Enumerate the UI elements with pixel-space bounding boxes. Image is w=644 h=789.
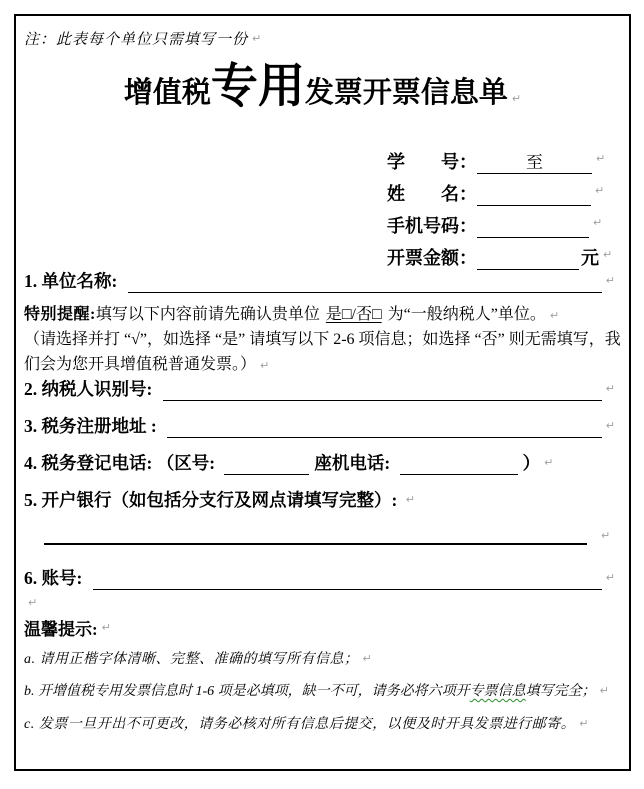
tips-heading-row xyxy=(24,615,111,640)
field-row-mobile xyxy=(387,206,612,238)
paragraph-mark-icon: ↵ xyxy=(544,456,554,469)
mobile-label: 手机号码： xyxy=(387,216,477,236)
form-item-account xyxy=(24,565,615,590)
form-item-bank xyxy=(24,487,615,512)
paragraph-mark-icon: ↵ xyxy=(593,215,603,229)
landline-label: 座机电话: xyxy=(314,453,395,473)
taxpayer-id-blank[interactable] xyxy=(163,400,602,401)
landline-number-blank[interactable] xyxy=(400,474,518,475)
title-suffix: 发票开票信息单 xyxy=(304,77,508,109)
form-item-company-name xyxy=(24,268,615,293)
empty-paragraph xyxy=(24,593,37,611)
form-item-tax-address xyxy=(24,413,615,438)
paragraph-mark-icon: ↵ xyxy=(405,493,415,506)
paragraph-mark-icon: ↵ xyxy=(605,274,615,287)
student-id-label: 学 号： xyxy=(387,152,477,172)
tip-b-before: b. 开增值税专用发票信息时 1-6 项是必填项，缺一不可，请务必将六项开 xyxy=(24,684,470,699)
company-name-label: 1. 单位名称: xyxy=(24,271,122,291)
form-item-taxpayer-id xyxy=(24,376,615,401)
name-blank[interactable] xyxy=(477,205,591,206)
company-name-blank[interactable] xyxy=(128,292,602,293)
tip-b xyxy=(24,680,627,700)
paragraph-mark-icon: ↵ xyxy=(605,419,615,432)
amount-unit-label: 元 xyxy=(581,248,599,268)
paragraph-mark-icon: ↵ xyxy=(362,651,373,665)
reminder-paren-text: （请选择并打 “√”，如选择 “是” 请填写以下 2-6 项信息；如选择 “否” 则无需填写，我们会为您开具增值税普通发票。） xyxy=(24,331,621,373)
tip-c xyxy=(24,713,627,733)
paragraph-mark-icon: ↵ xyxy=(595,183,605,197)
amount-label: 开票金额： xyxy=(387,248,477,268)
tip-a-text: a. 请用正楷字体清晰、完整、准确的填写所有信息； xyxy=(24,652,359,667)
title-prefix: 增值税 xyxy=(123,77,211,109)
reminder-line-1 xyxy=(24,302,623,327)
field-row-amount xyxy=(387,238,612,270)
tax-phone-close-paren: ） xyxy=(522,453,541,473)
tip-a xyxy=(24,648,627,668)
title-emphasis: 专用 xyxy=(210,61,305,113)
paragraph-mark-icon: ↵ xyxy=(101,621,111,634)
tip-b-after: 填写完全； xyxy=(525,684,596,699)
page-border-frame xyxy=(14,14,631,771)
paragraph-mark-icon: ↵ xyxy=(252,32,263,45)
account-label: 6. 账号: xyxy=(24,568,87,588)
paragraph-mark-icon: ↵ xyxy=(603,247,613,261)
tips-heading: 温馨提示: xyxy=(24,620,98,639)
paragraph-mark-icon: ↵ xyxy=(260,359,270,372)
student-info-fields xyxy=(387,142,612,270)
field-row-student-id xyxy=(387,142,612,174)
paragraph-mark-icon: ↵ xyxy=(579,716,589,730)
account-number-blank[interactable] xyxy=(93,589,602,590)
special-reminder xyxy=(24,302,623,377)
paragraph-mark-icon: ↵ xyxy=(599,683,609,697)
paragraph-mark-icon: ↵ xyxy=(596,151,606,165)
paragraph-mark-icon: ↵ xyxy=(28,596,38,609)
range-separator: 至 xyxy=(526,153,543,173)
bank-blank-row xyxy=(44,519,629,545)
tax-address-blank[interactable] xyxy=(167,437,602,438)
tax-phone-label: 4. 税务登记电话: （区号: xyxy=(24,453,220,473)
bank-name-blank[interactable] xyxy=(44,519,587,545)
tip-c-text: c. 发票一旦开出不可更改，请务必核对所有信息后提交，以便及时开具发票进行邮寄。 xyxy=(24,717,576,732)
form-item-tax-phone xyxy=(24,450,615,475)
tax-address-label: 3. 税务注册地址 : xyxy=(24,416,162,436)
reminder-line-2 xyxy=(24,327,623,377)
area-code-blank[interactable] xyxy=(224,474,309,475)
name-label: 姓 名： xyxy=(387,184,477,204)
top-note-line xyxy=(24,28,262,49)
bank-label: 5. 开户银行（如包括分支行及网点请填写完整）: xyxy=(24,490,402,510)
tip-b-spellcheck-text: 专票信息 xyxy=(469,684,526,699)
top-note-text: 注：此表每个单位只需填写一份 xyxy=(24,32,249,48)
reminder-before-text: 填写以下内容前请先确认贵单位 xyxy=(95,306,324,323)
reminder-lead: 特别提醒: xyxy=(24,306,96,323)
paragraph-mark-icon: ↵ xyxy=(601,529,611,542)
paragraph-mark-icon: ↵ xyxy=(605,382,615,395)
form-title xyxy=(16,60,629,114)
reminder-after-text: 为“一般纳税人”单位。 xyxy=(383,306,546,323)
paragraph-mark-icon: ↵ xyxy=(549,309,560,322)
taxpayer-id-label: 2. 纳税人识别号: xyxy=(24,379,157,399)
taxpayer-yes-no-checkboxes[interactable]: 是□/否□ xyxy=(325,306,382,323)
mobile-number-blank[interactable] xyxy=(477,237,589,238)
paragraph-mark-icon: ↵ xyxy=(511,92,522,105)
paragraph-mark-icon: ↵ xyxy=(605,571,615,584)
field-row-name xyxy=(387,174,612,206)
student-id-range-blank[interactable] xyxy=(477,154,592,174)
